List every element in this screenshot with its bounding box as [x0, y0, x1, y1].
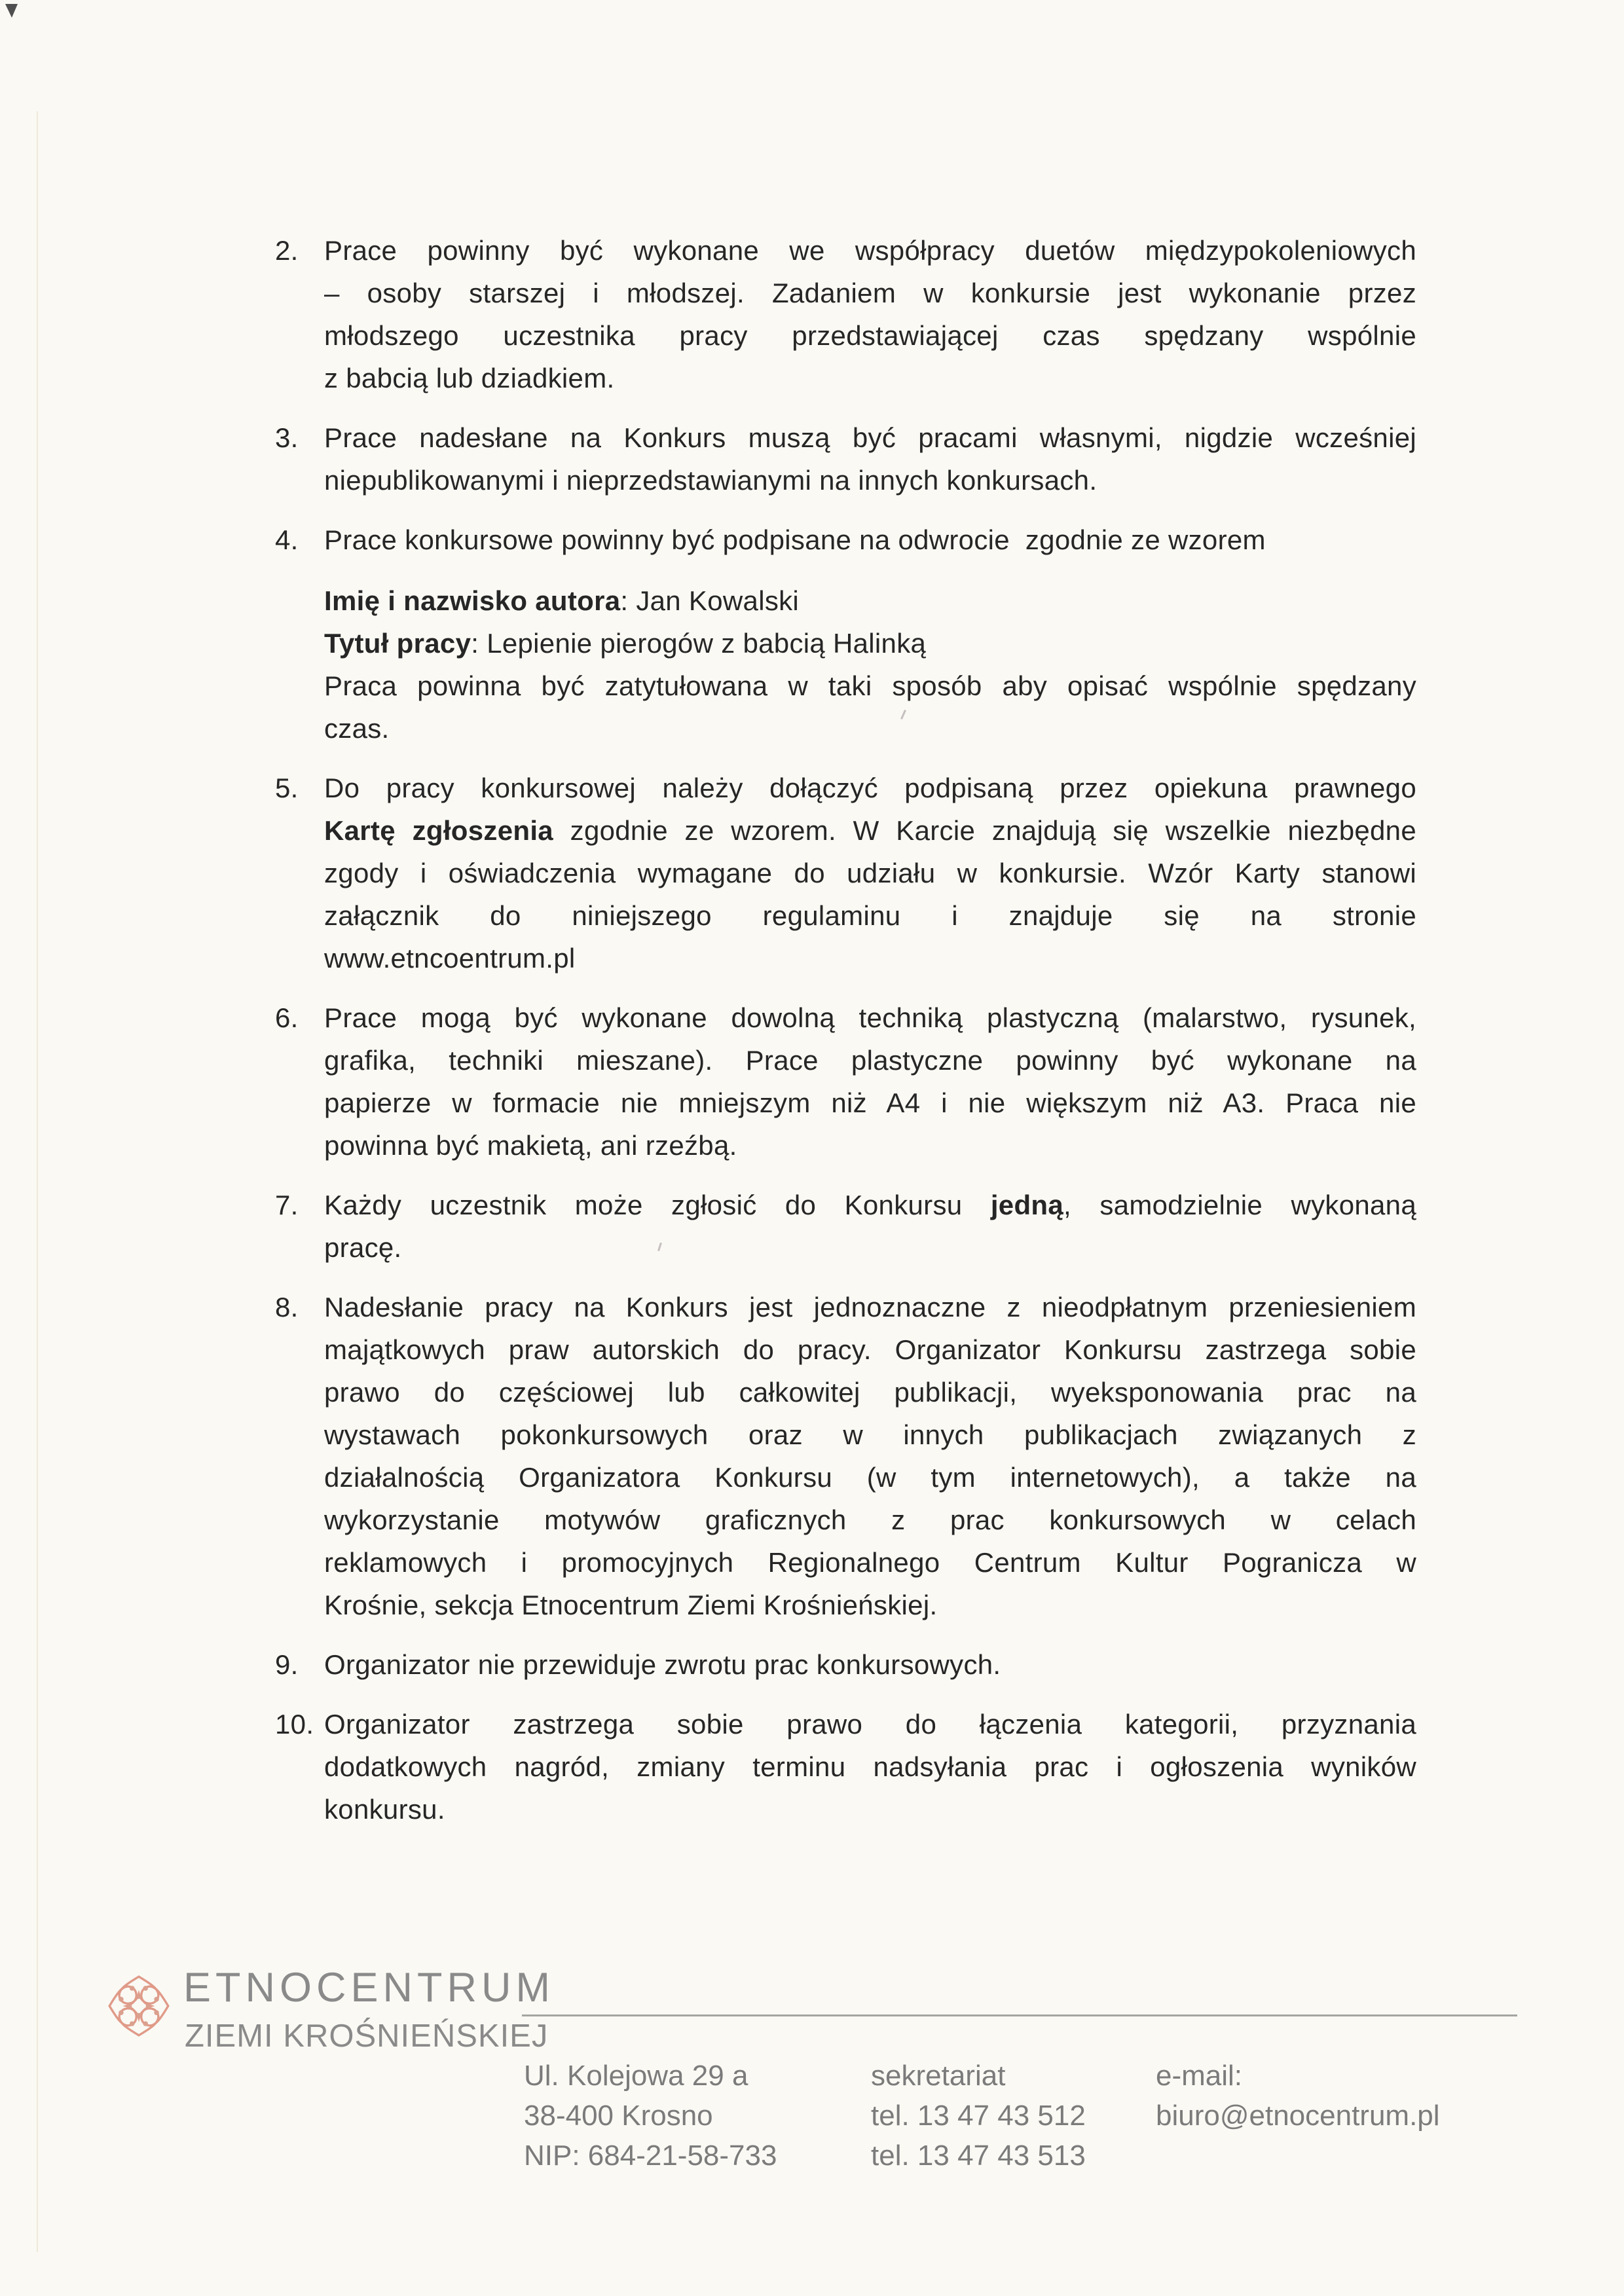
text-line [324, 314, 1416, 357]
text-segment-bold: Tytuł pracy [324, 628, 471, 659]
text-segment: Do pracy konkursowej należy dołączyć podpisaną przez opiekuna prawnego [324, 773, 1416, 803]
text-line [324, 996, 1416, 1039]
text-segment: Nadesłanie pracy na Konkurs jest jednoznaczne z nieodpłatnym przeniesieniem [324, 1292, 1416, 1322]
text-segment: wykorzystanie motywów graficznych z prac konkursowych w celach [324, 1504, 1416, 1535]
text-line [324, 1039, 1416, 1082]
item-body [324, 416, 1416, 501]
text-line [324, 767, 1416, 809]
text-line [324, 1184, 1416, 1226]
scan-streak-artifact [37, 111, 38, 2252]
item-body [324, 1703, 1416, 1831]
item-body [324, 519, 1416, 750]
text-line [324, 1788, 1416, 1831]
folk-flower-icon [102, 1969, 175, 2043]
text-segment: reklamowych i promocyjnych Regionalnego Centrum Kultur Pogranicza w [324, 1547, 1416, 1578]
text-segment: z babcią lub dziadkiem. [324, 363, 615, 393]
item-number: 5. [275, 773, 299, 803]
text-segment: pracę. [324, 1232, 402, 1263]
paragraph [324, 767, 1416, 979]
footer-text-line: 38-400 Krosno [524, 2100, 713, 2132]
text-line [324, 357, 1416, 399]
text-line [324, 1328, 1416, 1371]
paragraph [324, 665, 1416, 750]
text-line [324, 229, 1416, 272]
item-number: 9. [275, 1649, 299, 1680]
text-segment: Organizator nie przewiduje zwrotu prac konkursowych. [324, 1649, 1001, 1680]
text-segment: papierze w formacie nie mniejszym niż A4 i nie większym niż A3. Praca nie [324, 1087, 1416, 1118]
footer-text-line: Ul. Kolejowa 29 a [524, 2060, 748, 2092]
footer-divider-line [522, 2014, 1517, 2016]
text-segment: dodatkowych nagród, zmiany terminu nadsyłania prac i ogłoszenia wyników [324, 1751, 1416, 1782]
text-segment: zgodnie ze wzorem. W Karcie znajdują się wszelkie niezbędne [553, 815, 1416, 846]
text-segment: Praca powinna być zatytułowana w taki sposób aby opisać wspólnie spędzany [324, 670, 1416, 701]
item-number: 10. [275, 1709, 314, 1740]
text-segment-bold: Imię i nazwisko autora [324, 585, 621, 616]
item-number: 8. [275, 1292, 299, 1322]
regulation-item-6 [275, 996, 1416, 1167]
text-segment: działalnością Organizatora Konkursu (w tym internetowych), a także na [324, 1462, 1416, 1493]
text-line [324, 1413, 1416, 1456]
text-line [324, 1456, 1416, 1499]
regulation-item-7 [275, 1184, 1416, 1269]
item-body [324, 1184, 1416, 1269]
text-line [324, 519, 1416, 561]
paragraph [324, 622, 1416, 665]
text-line [324, 1643, 1416, 1686]
item-number: 6. [275, 1002, 299, 1033]
paragraph [324, 229, 1416, 399]
text-segment: Prace nadesłane na Konkurs muszą być pracami własnymi, nigdzie wcześniej [324, 422, 1416, 453]
text-line [324, 1703, 1416, 1745]
item-body [324, 767, 1416, 979]
text-line [324, 459, 1416, 501]
paragraph [324, 579, 1416, 622]
text-line [324, 1124, 1416, 1167]
paragraph [324, 1184, 1416, 1269]
text-segment-bold: jedną [990, 1190, 1064, 1220]
paragraph [324, 416, 1416, 501]
logo-subtitle: ZIEMI KROŚNIEŃSKIEJ [185, 2018, 549, 2054]
text-line [324, 622, 1416, 665]
regulation-item-2 [275, 229, 1416, 399]
footer-contact-columns [524, 2056, 1440, 2176]
footer-text-line: biuro@etnocentrum.pl [1156, 2100, 1440, 2132]
text-segment: Każdy uczestnik może zgłosić do Konkursu [324, 1190, 991, 1220]
text-line [324, 1371, 1416, 1413]
text-line [324, 937, 1416, 979]
text-segment: Organizator zastrzega sobie prawo do łączenia kategorii, przyznania [324, 1709, 1416, 1740]
text-line [324, 894, 1416, 937]
text-segment: , samodzielnie wykonaną [1063, 1190, 1416, 1220]
regulation-item-9 [275, 1643, 1416, 1686]
item-number: 3. [275, 422, 299, 453]
footer-col-email [1156, 2056, 1440, 2176]
item-number: 4. [275, 524, 299, 555]
text-line [324, 579, 1416, 622]
text-segment: prawo do częściowej lub całkowitej publikacji, wyeksponowania prac na [324, 1377, 1416, 1408]
item-body [324, 996, 1416, 1167]
regulation-item-4 [275, 519, 1416, 750]
regulation-item-8 [275, 1286, 1416, 1626]
text-segment: majątkowych praw autorskich do pracy. Organizator Konkursu zastrzega sobie [324, 1334, 1416, 1365]
regulation-item-5 [275, 767, 1416, 979]
item-number: 2. [275, 235, 299, 266]
text-segment: niepublikowanymi i nieprzedstawianymi na innych konkursach. [324, 465, 1098, 496]
item-body [324, 1286, 1416, 1626]
text-line [324, 707, 1416, 750]
text-segment: zgody i oświadczenia wymagane do udziału w konkursie. Wzór Karty stanowi [324, 858, 1416, 888]
regulation-item-3 [275, 416, 1416, 501]
footer-col-address [524, 2056, 871, 2176]
text-segment: grafika, techniki mieszane). Prace plastyczne powinny być wykonane na [324, 1045, 1416, 1076]
footer-col-secretariat [871, 2056, 1156, 2176]
item-number: 7. [275, 1190, 299, 1220]
text-line [324, 1082, 1416, 1124]
footer-text-line: tel. 13 47 43 512 [871, 2100, 1086, 2132]
text-segment: konkursu. [324, 1794, 445, 1825]
text-segment: Prace konkursowe powinny być podpisane na odwrocie zgodnie ze wzorem [324, 524, 1266, 555]
text-line [324, 665, 1416, 707]
text-line [324, 1541, 1416, 1584]
text-segment: młodszego uczestnika pracy przedstawiającej czas spędzany wspólnie [324, 320, 1416, 351]
text-segment: www.etncoentrum.pl [324, 943, 576, 974]
regulation-item-10 [275, 1703, 1416, 1831]
paragraph [324, 1643, 1416, 1686]
regulations-list [275, 229, 1416, 1848]
text-segment-bold: Kartę zgłoszenia [324, 815, 553, 846]
text-segment: – osoby starszej i młodszej. Zadaniem w konkursie jest wykonanie przez [324, 278, 1416, 308]
signature-example-block [324, 579, 1416, 750]
text-segment: powinna być makietą, ani rzeźbą. [324, 1130, 737, 1161]
paragraph [324, 1703, 1416, 1831]
item-body [324, 229, 1416, 399]
footer-text-line: sekretariat [871, 2060, 1006, 2092]
text-segment: Prace mogą być wykonane dowolną techniką plastyczną (malarstwo, rysunek, [324, 1002, 1416, 1033]
item-body [324, 1643, 1416, 1686]
text-line [324, 416, 1416, 459]
text-segment: : Lepienie pierogów z babcią Halinką [471, 628, 927, 659]
footer-text-line: NIP: 684-21-58-733 [524, 2140, 777, 2172]
text-line [324, 1499, 1416, 1541]
text-line [324, 1226, 1416, 1269]
text-segment: czas. [324, 713, 390, 744]
text-line [324, 1745, 1416, 1788]
text-line [324, 1286, 1416, 1328]
text-segment: Krośnie, sekcja Etnocentrum Ziemi Krośnieńskiej. [324, 1590, 938, 1620]
footer-text-line: e-mail: [1156, 2060, 1243, 2092]
text-line [324, 852, 1416, 894]
logo-title: ETNOCENTRUM [183, 1965, 555, 2011]
text-segment: wystawach pokonkursowych oraz w innych publikacjach związanych z [324, 1419, 1416, 1450]
text-line [324, 1584, 1416, 1626]
scan-corner-artifact [5, 4, 18, 18]
text-segment: Prace powinny być wykonane we współpracy duetów międzypokoleniowych [324, 235, 1416, 266]
paragraph [324, 519, 1416, 561]
footer-text-line: tel. 13 47 43 513 [871, 2140, 1086, 2172]
text-segment: : Jan Kowalski [620, 585, 800, 616]
text-segment: załącznik do niniejszego regulaminu i znajduje się na stronie [324, 900, 1416, 931]
paragraph [324, 996, 1416, 1167]
paragraph [324, 1286, 1416, 1626]
text-line [324, 809, 1416, 852]
text-line [324, 272, 1416, 314]
